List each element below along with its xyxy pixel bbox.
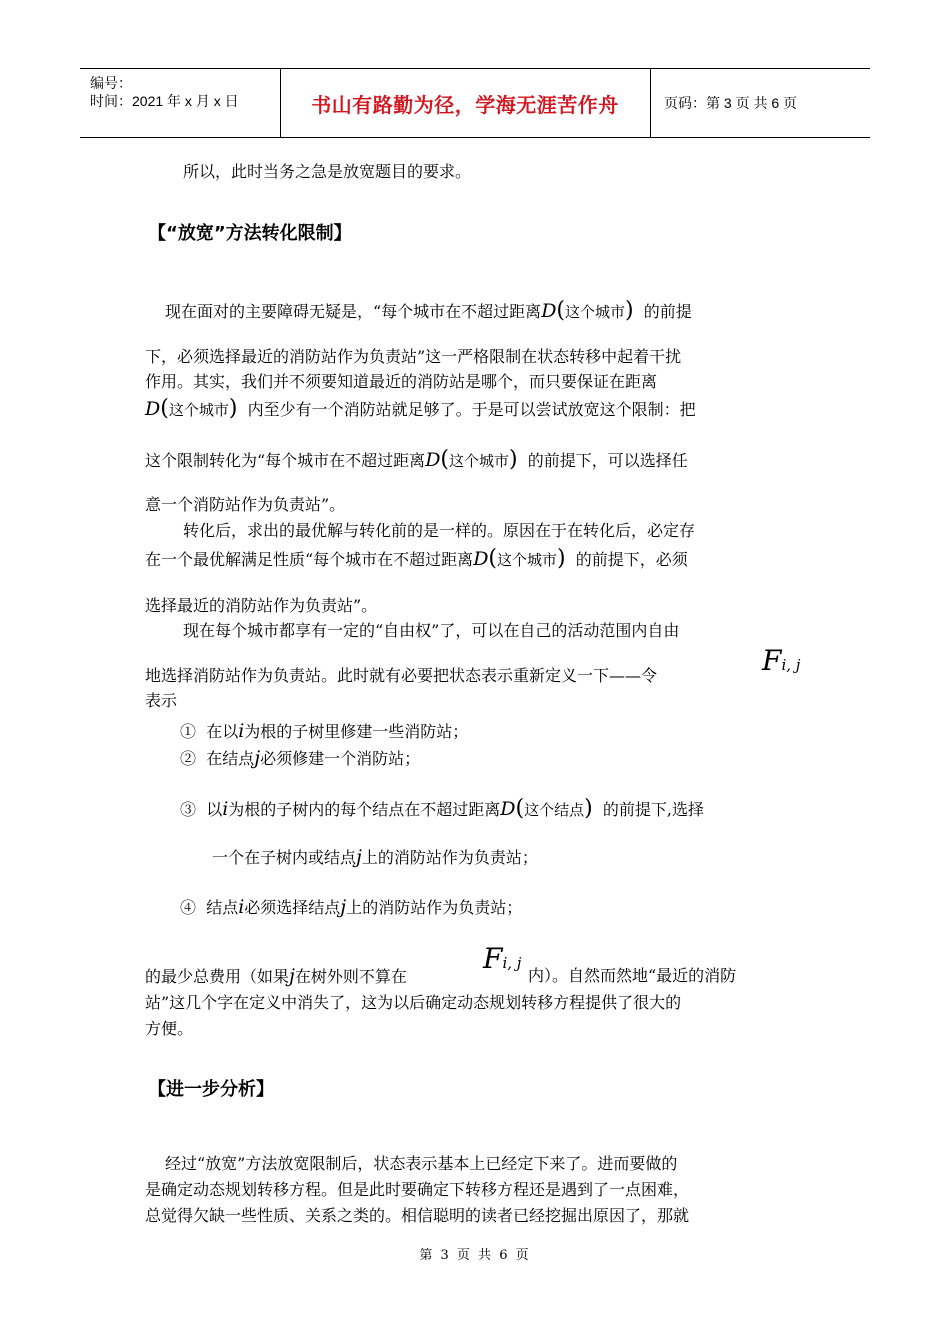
list-item: ① 在以i为根的子树里修建一些消防站； (180, 720, 469, 742)
text: 的前提下，必须 (575, 550, 688, 569)
paragraph-line: 地选择消防站作为负责站。此时就有必要把状态表示重新定义一下——令 (145, 666, 658, 685)
paragraph-line: D(这个城市) 内至少有一个消防站就足够了。于是可以尝试放宽这个限制：把 (145, 396, 696, 421)
math-paren-text: 这个城市 (449, 452, 510, 470)
paragraph-line: 意一个消防站作为负责站”。 (145, 495, 346, 514)
section-heading: 【“放宽”方法转化限制】 (148, 223, 352, 244)
math-F-ij: Fi, j (762, 644, 801, 677)
list-item: ② 在结点j必须修建一个消防站； (180, 747, 421, 769)
paragraph-line: 在一个最优解满足性质“每个城市在不超过距离D(这个城市) 的前提下，必须 (145, 546, 688, 571)
header-motto: 书山有路勤为径，学海无涯苦作舟 (311, 92, 619, 117)
math-D: D (145, 398, 161, 420)
header-page: 页码：第 3 页 共 6 页 (664, 95, 798, 111)
text: 的前提 (643, 302, 692, 321)
paragraph-line: 作用。其实，我们并不须要知道最近的消防站是哪个，而只要保证在距离 (145, 372, 658, 391)
math-paren-text: 这个城市 (565, 303, 626, 321)
paragraph-line: 转化后，求出的最优解与转化前的是一样的。原因在于在转化后，必定存 (183, 521, 696, 540)
text: 这个限制转化为“每个城市在不超过距离 (145, 451, 426, 470)
header-motto-cell (280, 69, 651, 137)
text: 的前提下，可以选择任 (527, 451, 688, 470)
math-D: D (473, 548, 489, 570)
list-item-continued: 一个在子树内或结点j上的消防站作为负责站； (212, 846, 538, 868)
text: 现在面对的主要障碍无疑是，“每个城市在不超过距离 (165, 302, 542, 321)
paragraph-line: 现在每个城市都享有一定的“自由权”了，可以在自己的活动范围内自由 (183, 621, 680, 640)
paragraph-line: 方便。 (145, 1019, 194, 1038)
page-header (80, 68, 870, 138)
math-paren-text: 这个城市 (168, 401, 229, 419)
text: 在一个最优解满足性质“每个城市在不超过距离 (145, 550, 474, 569)
list-item: ③ 以i为根的子树内的每个结点在不超过距离D(这个结点) 的前提下,选择 (180, 796, 704, 821)
paragraph-line: 经过“放宽”方法放宽限制后，状态表示基本上已经定下来了。进而要做的 (165, 1154, 678, 1173)
list-item: ④ 结点i必须选择结点j上的消防站作为负责站； (180, 896, 523, 918)
paragraph-line: 选择最近的消防站作为负责站”。 (145, 596, 378, 615)
paragraph-line: 内）。自然而然地“最近的消防 (528, 966, 737, 985)
body-line: 所以，此时当务之急是放宽题目的要求。 (183, 162, 472, 181)
paragraph-line: 现在面对的主要障碍无疑是，“每个城市在不超过距离D(这个城市) 的前提 (165, 298, 692, 323)
math-D: D (425, 449, 441, 471)
paragraph-line: 总觉得欠缺一些性质、关系之类的。相信聪明的读者已经挖掘出原因了，那就 (145, 1206, 690, 1225)
header-time: 时间：2021 年 x 月 x 日 (90, 93, 239, 109)
math-F-ij: Fi, j (483, 942, 522, 975)
math-paren-text: 这个城市 (497, 551, 558, 569)
paragraph-line: 的最少总费用（如果j在树外则不算在 (145, 965, 407, 987)
math-D: D (541, 300, 557, 322)
header-number: 编号： (90, 75, 132, 91)
text: 内至少有一个消防站就足够了。于是可以尝试放宽这个限制：把 (247, 400, 696, 419)
paragraph-line: 表示 (145, 691, 178, 710)
paragraph-line: 是确定动态规划转移方程。但是此时要确定下转移方程还是遇到了一点困难， (145, 1180, 690, 1199)
header-meta (80, 69, 281, 137)
section-heading: 【进一步分析】 (148, 1079, 274, 1100)
page-footer: 第 3 页 共 6 页 (419, 1248, 531, 1263)
paragraph-line: 下，必须选择最近的消防站作为负责站”这一严格限制在状态转移中起着干扰 (145, 347, 682, 366)
paragraph-line: 站”这几个字在定义中消失了，这为以后确定动态规划转移方程提供了很大的 (145, 993, 682, 1012)
paragraph-line: 这个限制转化为“每个城市在不超过距离D(这个城市) 的前提下，可以选择任 (145, 447, 688, 472)
